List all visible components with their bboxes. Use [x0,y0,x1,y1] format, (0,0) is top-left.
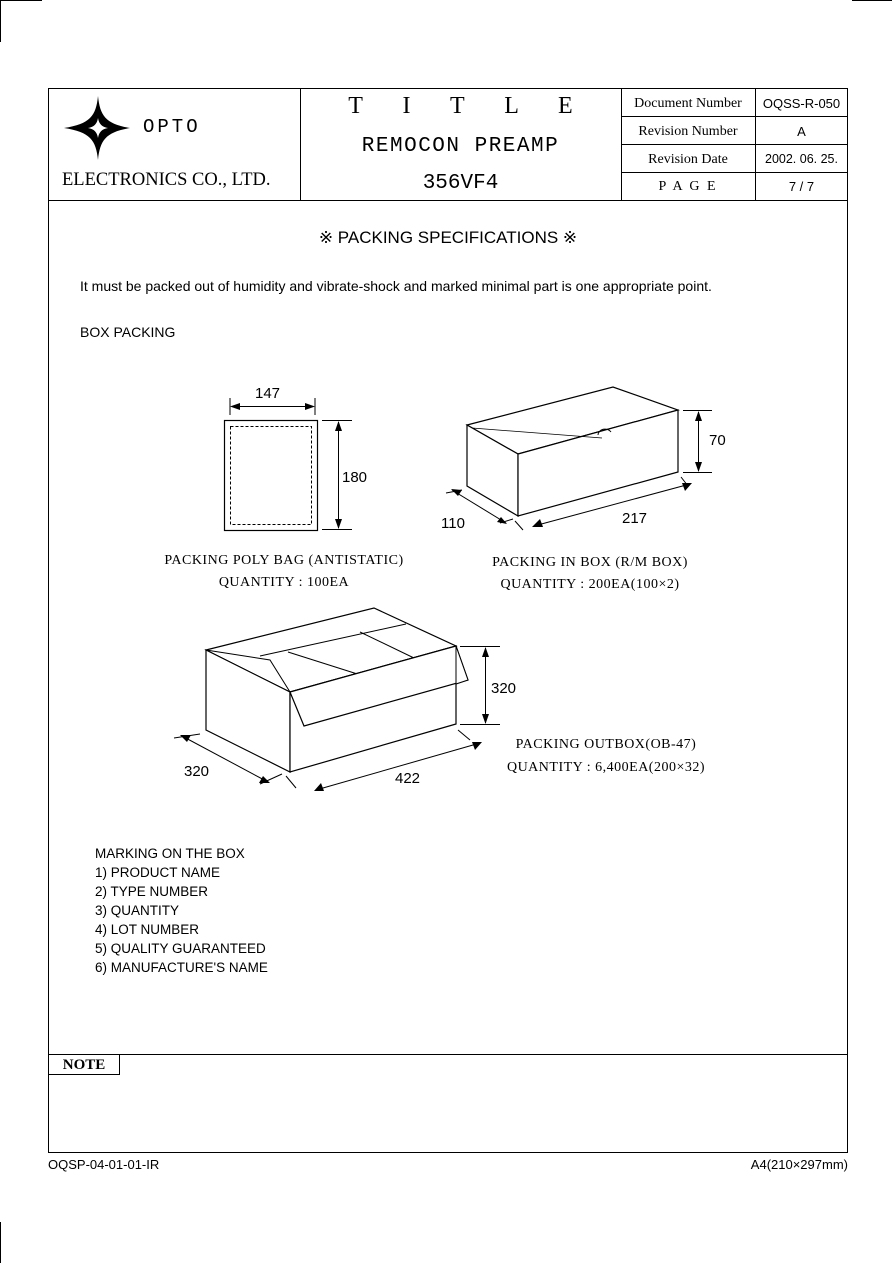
inner-box-height: 70 [709,432,726,449]
document-number-value: OQSS-R-050 [762,96,841,111]
product-model: 356VF4 [422,172,499,195]
paper-size: A4(210×297mm) [750,1157,848,1172]
marking-item: 4) LOT NUMBER [95,922,200,937]
company-short-name: OPTO [143,116,201,138]
inner-box-depth: 110 [441,515,465,532]
outer-box-drawing [170,600,510,800]
marking-item: 3) QUANTITY [95,903,180,918]
note-label: NOTE [62,1057,106,1073]
poly-bag-caption: PACKING POLY BAG (ANTISTATIC) [164,553,404,568]
inner-box-quantity: QUANTITY : 200EA(100×2) [500,577,680,592]
poly-bag-quantity: QUANTITY : 100EA [218,575,350,590]
opto-logo-icon [60,94,136,164]
title-label: T I T L E [348,93,590,119]
outer-box-caption: PACKING OUTBOX(OB-47) [515,737,697,752]
note-top-rule [48,1054,848,1055]
meta-row-rule-2 [621,144,848,145]
marking-item: 5) QUALITY GUARANTEED [95,941,266,956]
outer-box-depth: 320 [184,763,210,780]
revision-date-label: Revision Date [648,152,728,167]
marking-item: 1) PRODUCT NAME [95,865,221,880]
header-bottom-rule [48,200,848,201]
revision-number-value: A [797,124,806,139]
meta-row-rule-1 [621,116,848,117]
form-code: OQSP-04-01-01-IR [48,1157,160,1172]
company-full-name: ELECTRONICS CO., LTD. [62,170,271,190]
product-name: REMOCON PREAMP [361,135,560,158]
outer-box-height: 320 [491,680,517,697]
poly-bag-drawing [220,395,360,535]
marking-item: 2) TYPE NUMBER [95,884,209,899]
inner-box-caption: PACKING IN BOX (R/M BOX) [492,555,688,570]
poly-bag-height: 180 [342,469,368,486]
intro-text: It must be packed out of humidity and vibrate-shock and marked minimal part is one appropriate point. [80,278,712,294]
meta-row-rule-3 [621,172,848,173]
outer-box-quantity: QUANTITY : 6,400EA(200×32) [506,760,706,775]
marking-item: 6) MANUFACTURE'S NAME [95,960,268,975]
marking-title: MARKING ON THE BOX [95,846,245,861]
page-value: 7 / 7 [788,179,815,194]
inner-box-length: 217 [622,510,648,527]
section-heading: ※ PACKING SPECIFICATIONS ※ [318,228,578,247]
revision-date-value: 2002. 06. 25. [765,152,838,166]
document-number-label: Document Number [634,96,742,111]
page-label: P A G E [658,179,718,194]
poly-bag-width: 147 [255,385,281,402]
revision-number-label: Revision Number [638,124,738,139]
inner-box-drawing [440,380,730,540]
outer-box-length: 422 [395,770,421,787]
box-packing-label: BOX PACKING [80,324,176,340]
